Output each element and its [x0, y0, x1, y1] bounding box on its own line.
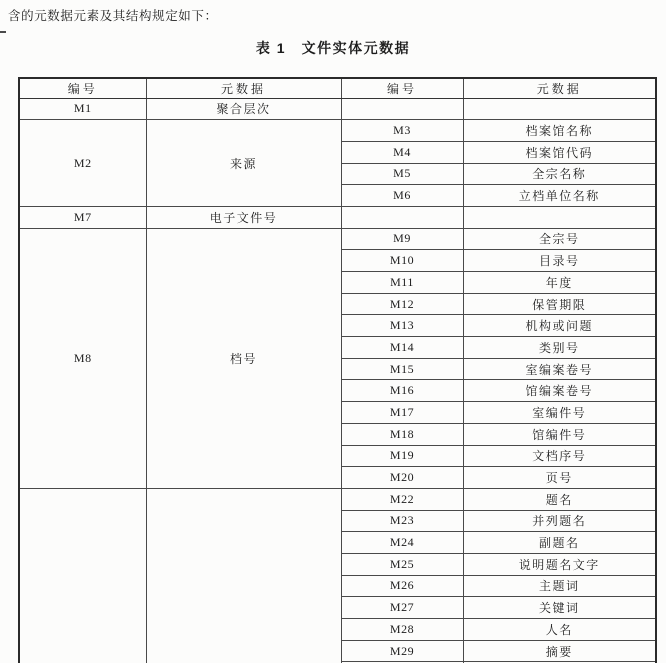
group-id-cell: M1 [19, 98, 146, 120]
item-name-cell: 并列题名 [463, 510, 656, 532]
item-name-cell: 副题名 [463, 532, 656, 554]
item-name-cell: 文档序号 [463, 445, 656, 467]
group-name-cell: 聚合层次 [146, 98, 341, 120]
item-name-cell: 机构或问题 [463, 315, 656, 337]
item-name-cell: 年度 [463, 272, 656, 294]
table-caption: 表 1 文件实体元数据 [255, 40, 411, 56]
table-row [19, 120, 656, 142]
intro-text: 含的元数据元素及其结构规定如下： [8, 9, 218, 23]
group-id-cell [19, 488, 146, 663]
scan-artifact-mark [0, 31, 6, 33]
group-name-cell: 档号 [146, 228, 341, 488]
group-name-cell [146, 488, 341, 663]
item-name-cell: 类别号 [463, 337, 656, 359]
item-name-cell: 关键词 [463, 597, 656, 619]
item-name-cell: 主题词 [463, 575, 656, 597]
item-name-cell: 全宗号 [463, 228, 656, 250]
item-id-cell: M13 [341, 315, 463, 337]
item-id-cell [341, 206, 463, 228]
item-id-cell: M18 [341, 423, 463, 445]
item-id-cell: M14 [341, 337, 463, 359]
item-id-cell: M28 [341, 619, 463, 641]
item-id-cell: M26 [341, 575, 463, 597]
table-row [19, 488, 656, 510]
item-name-cell: 页号 [463, 467, 656, 489]
group-id-cell: M2 [19, 120, 146, 207]
item-id-cell: M23 [341, 510, 463, 532]
item-id-cell: M20 [341, 467, 463, 489]
item-id-cell: M19 [341, 445, 463, 467]
item-id-cell: M15 [341, 358, 463, 380]
item-id-cell: M5 [341, 163, 463, 185]
metadata-table [18, 77, 657, 663]
column-header-meta-left: 元数据 [146, 78, 341, 98]
table-row [19, 228, 656, 250]
item-name-cell: 立档单位名称 [463, 185, 656, 207]
group-id-cell: M8 [19, 228, 146, 488]
item-name-cell: 摘要 [463, 640, 656, 662]
group-name-cell: 来源 [146, 120, 341, 207]
item-id-cell: M10 [341, 250, 463, 272]
item-name-cell: 人名 [463, 619, 656, 641]
item-name-cell: 馆编案卷号 [463, 380, 656, 402]
table-header-row [19, 78, 656, 98]
table-row [19, 206, 656, 228]
item-id-cell: M6 [341, 185, 463, 207]
column-header-meta-right: 元数据 [463, 78, 656, 98]
item-id-cell: M25 [341, 553, 463, 575]
item-name-cell: 档案馆名称 [463, 120, 656, 142]
table-row [19, 98, 656, 120]
group-id-cell: M7 [19, 206, 146, 228]
item-name-cell: 全宗名称 [463, 163, 656, 185]
item-name-cell: 说明题名文字 [463, 553, 656, 575]
column-header-id-left: 编号 [19, 78, 146, 98]
item-name-cell: 馆编件号 [463, 423, 656, 445]
item-id-cell: M29 [341, 640, 463, 662]
item-name-cell: 档案馆代码 [463, 141, 656, 163]
item-id-cell: M27 [341, 597, 463, 619]
item-id-cell: M16 [341, 380, 463, 402]
item-name-cell: 题名 [463, 488, 656, 510]
item-id-cell: M24 [341, 532, 463, 554]
item-id-cell: M22 [341, 488, 463, 510]
item-id-cell: M12 [341, 293, 463, 315]
metadata-table-body [19, 98, 656, 663]
item-id-cell [341, 98, 463, 120]
item-id-cell: M11 [341, 272, 463, 294]
item-name-cell [463, 206, 656, 228]
item-name-cell: 室编件号 [463, 402, 656, 424]
item-name-cell: 室编案卷号 [463, 358, 656, 380]
item-id-cell: M4 [341, 141, 463, 163]
item-id-cell: M9 [341, 228, 463, 250]
item-name-cell [463, 98, 656, 120]
column-header-id-right: 编号 [341, 78, 463, 98]
item-name-cell: 目录号 [463, 250, 656, 272]
item-id-cell: M3 [341, 120, 463, 142]
item-id-cell: M17 [341, 402, 463, 424]
group-name-cell: 电子文件号 [146, 206, 341, 228]
table-container [18, 77, 657, 663]
item-name-cell: 保管期限 [463, 293, 656, 315]
